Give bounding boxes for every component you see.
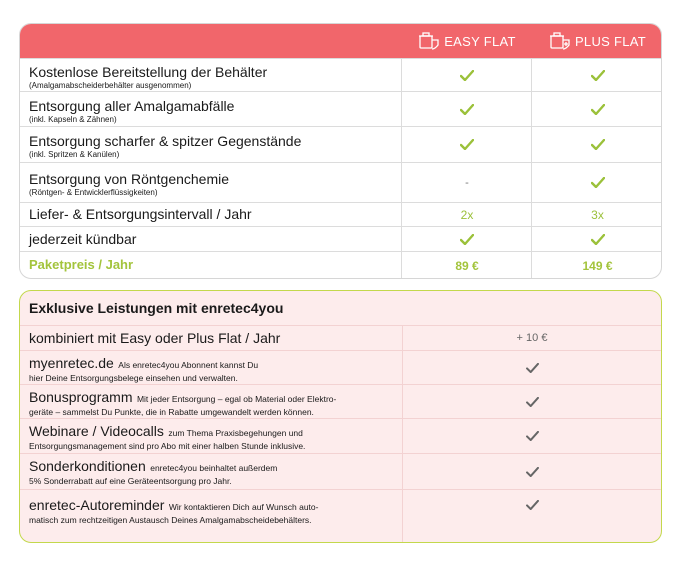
plus-check-icon xyxy=(532,127,662,162)
service-description: matisch zum rechtzeitigen Austausch Deines Amalgamabscheidebehälters. xyxy=(29,515,312,525)
service-description: Wir kontaktieren Dich auf Wunsch auto- xyxy=(168,502,319,512)
service-description: hier Deine Entsorgungsbelege einsehen und verwalten. xyxy=(29,373,238,383)
easy-value: - xyxy=(465,176,469,189)
check-icon xyxy=(403,454,661,489)
easy-price: 89 € xyxy=(455,259,479,273)
plus-price: 149 € xyxy=(582,259,613,273)
service-description: 5% Sonderrabatt auf eine Geräteentsorgung pro Jahr. xyxy=(29,476,232,486)
plan-name-plus: PLUS FLAT xyxy=(574,33,647,49)
easy-check-icon xyxy=(402,227,532,251)
table-header xyxy=(20,24,661,58)
plan-header-plus xyxy=(532,24,662,58)
plus-check-icon xyxy=(532,92,662,126)
check-icon xyxy=(403,490,661,520)
plus-value: 3x xyxy=(591,207,604,222)
service-title: Bonusprogramm xyxy=(29,389,133,405)
table-row xyxy=(20,226,661,251)
table-row xyxy=(20,489,661,543)
table-row xyxy=(20,91,661,126)
service-description: Entsorgungsmanagement sind pro Abo mit einer halben Stunde inklusive. xyxy=(29,441,306,451)
row-sublabel: (inkl. Spritzen & Kanülen) xyxy=(29,150,120,159)
trash-bin-shield-icon xyxy=(418,31,440,51)
plan-header-easy xyxy=(402,24,532,58)
table-row xyxy=(20,162,661,202)
table-row xyxy=(20,325,661,350)
row-label: Entsorgung von Röntgenchemie xyxy=(29,171,230,187)
exclusive-services-table xyxy=(19,290,662,543)
row-label: Entsorgung scharfer & spitzer Gegenstände xyxy=(29,133,302,149)
row-label: Liefer- & Entsorgungsintervall / Jahr xyxy=(29,206,252,222)
plus-check-icon xyxy=(532,227,662,251)
row-label: jederzeit kündbar xyxy=(29,231,137,247)
row-label: Entsorgung aller Amalgamabfälle xyxy=(29,98,235,114)
service-title: kombiniert mit Easy oder Plus Flat / Jahr xyxy=(29,330,281,346)
price-label: Paketpreis / Jahr xyxy=(29,257,134,272)
table-row xyxy=(20,58,661,91)
easy-value: 2x xyxy=(460,207,474,222)
service-description: Mit jeder Entsorgung – egal ob Material oder Elektro- xyxy=(136,394,337,404)
trash-bin-plus-icon xyxy=(549,31,571,51)
addon-price: + 10 € xyxy=(516,332,548,344)
check-icon xyxy=(403,419,661,453)
service-title: enretec-Autoreminder xyxy=(29,497,165,513)
table-row xyxy=(20,418,661,453)
plan-name-easy: EASY FLAT xyxy=(444,33,516,49)
table-row xyxy=(20,202,661,226)
service-description: zum Thema Praxisbegehungen und xyxy=(168,428,303,438)
plan-comparison-table xyxy=(19,23,662,279)
row-sublabel: (Röntgen- & Entwicklerflüssigkeiten) xyxy=(29,188,158,197)
easy-check-icon xyxy=(402,59,532,91)
price-row xyxy=(20,251,661,279)
check-icon xyxy=(403,351,661,384)
row-sublabel: (inkl. Kapseln & Zähnen) xyxy=(29,115,117,124)
table-row xyxy=(20,350,661,384)
service-title: Webinare / Videocalls xyxy=(29,423,164,439)
service-description: geräte – sammelst Du Punkte, die in Rabatte umgewandelt werden können. xyxy=(29,407,314,417)
easy-check-icon xyxy=(402,127,532,162)
table-row xyxy=(20,384,661,418)
check-icon xyxy=(403,385,661,418)
service-title: myenretec.de xyxy=(29,355,114,371)
plus-check-icon xyxy=(532,163,662,202)
table-row xyxy=(20,126,661,162)
plus-check-icon xyxy=(532,59,662,91)
section-title: Exklusive Leistungen mit enretec4you xyxy=(29,300,284,316)
service-description: Als enretec4you Abonnent kannst Du xyxy=(118,360,259,370)
easy-check-icon xyxy=(402,92,532,126)
row-label: Kostenlose Bereitstellung der Behälter xyxy=(29,64,268,80)
table-row xyxy=(20,453,661,489)
row-sublabel: (Amalgamabscheiderbehälter ausgenommen) xyxy=(29,81,192,90)
service-title: Sonderkonditionen xyxy=(29,458,146,474)
service-description: enretec4you beinhaltet außerdem xyxy=(150,463,278,473)
